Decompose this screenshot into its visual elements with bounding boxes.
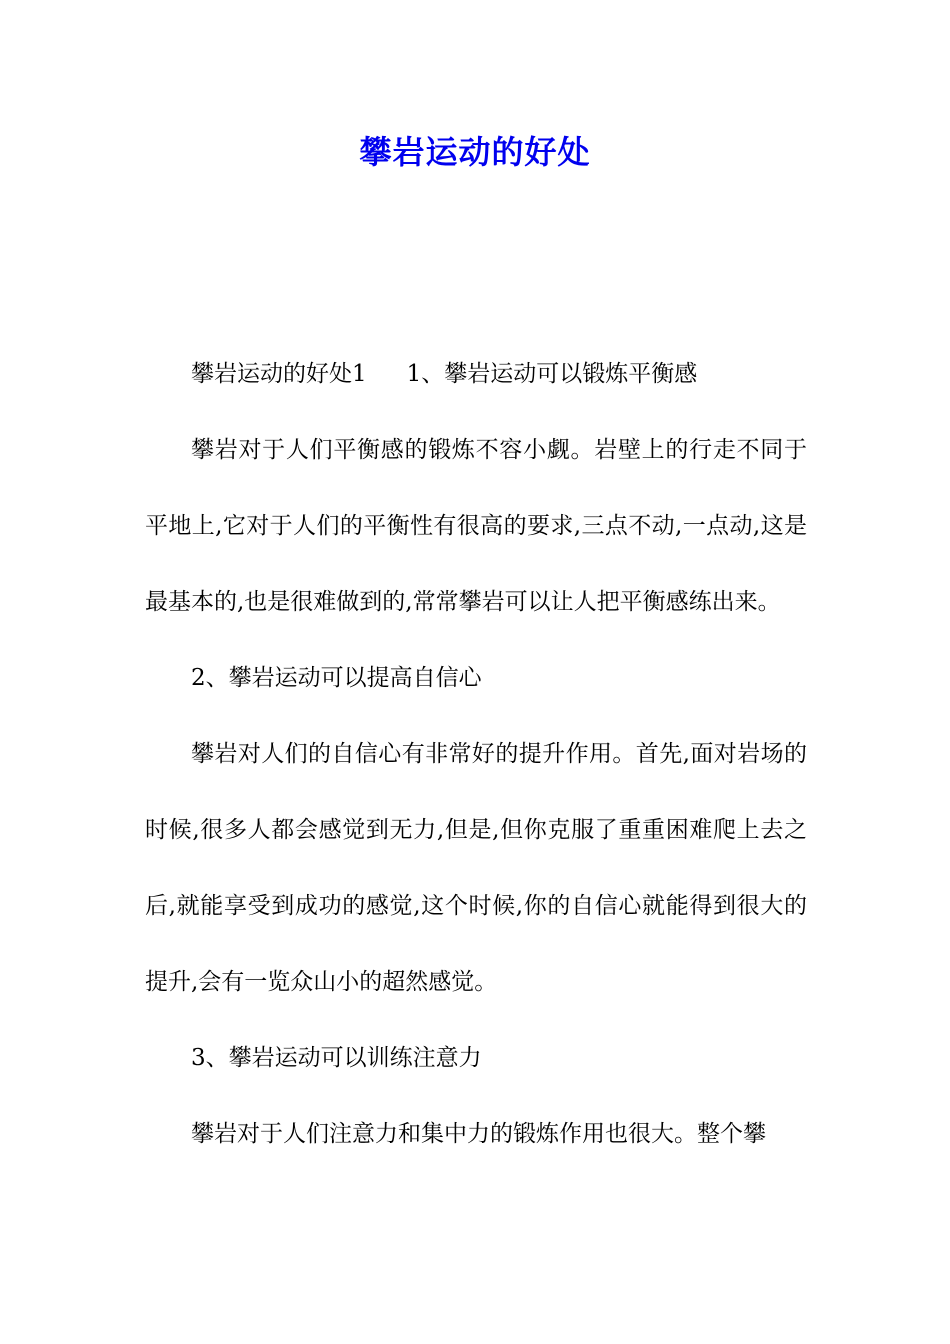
section-lead: 攀岩运动的好处1	[191, 361, 367, 387]
section-heading: 2、攀岩运动可以提高自信心	[191, 665, 482, 691]
paragraph: 攀岩对人们的自信心有非常好的提升作用。首先,面对岩场的时候,很多人都会感觉到无力,但是,但你克服了重重困难爬上去之后,就能享受到成功的感觉,这个时候,你的自信心就能得到很大的提升,会有一览众山小的超然感觉。	[145, 741, 807, 995]
paragraph-heading-1	[145, 336, 807, 412]
paragraph: 攀岩对于人们注意力和集中力的锻炼作用也很大。整个攀	[191, 1121, 766, 1147]
document-body	[145, 336, 807, 1172]
section-heading: 3、攀岩运动可以训练注意力	[191, 1045, 482, 1071]
document-title: 攀岩运动的好处	[359, 133, 591, 171]
section-heading: 1、攀岩运动可以锻炼平衡感	[406, 361, 698, 387]
paragraph: 攀岩对于人们平衡感的锻炼不容小觑。岩壁上的行走不同于平地上,它对于人们的平衡性有很高的要求,三点不动,一点动,这是最基本的,也是很难做到的,常常攀岩可以让人把平衡感练出来。	[145, 437, 807, 615]
